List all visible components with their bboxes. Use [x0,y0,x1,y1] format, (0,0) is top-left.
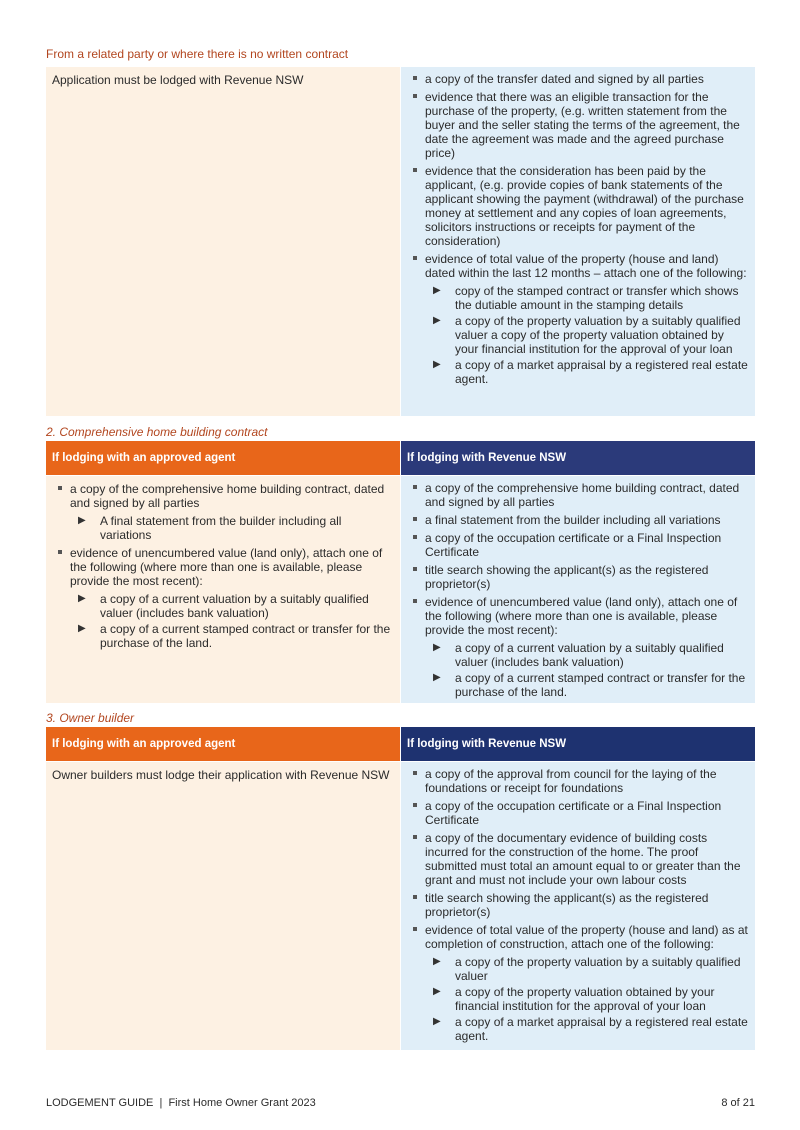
table-cell [401,762,755,1050]
sub-list-item: ▶ a copy of a market appraisal by a registered real estate agent. [433,358,748,386]
triangle-bullet-icon: ▶ [433,986,441,997]
table-row [46,762,755,1050]
column-header-revenue-nsw: If lodging with Revenue NSW [401,441,755,475]
bullet-list [52,482,394,650]
table-row [46,67,755,416]
table-cell [46,476,400,703]
list-item: a copy of the comprehensive home building contract, dated and signed by all parties ▶ A final statement from the builder including all variations [52,482,394,542]
sub-list-item: ▶ a copy of a current stamped contract or transfer for the purchase of the land. [78,622,391,650]
column-header-agent: If lodging with an approved agent [46,727,400,761]
square-bullet-icon [413,771,417,775]
sub-list-item: ▶ a copy of a market appraisal by a registered real estate agent. [433,1015,748,1043]
cell-text: Application must be lodged with Revenue NSW [52,73,304,87]
bullet-list [407,72,749,386]
square-bullet-icon [413,485,417,489]
triangle-bullet-icon: ▶ [433,642,441,653]
sub-list-item: ▶ a copy of the property valuation by a suitably qualified valuer a copy of the property valuation obtained by your financial institution for the approval of your loan [433,314,741,356]
square-bullet-icon [413,927,417,931]
sub-list [70,514,394,542]
section-related-party [46,44,755,416]
sub-list-item: ▶ a copy of a current stamped contract or transfer for the purchase of the land. [433,671,746,699]
table-row [46,476,755,703]
list-item: a copy of the comprehensive home building contract, dated and signed by all parties [407,481,749,509]
footer-title: LODGEMENT GUIDE | First Home Owner Grant 2023 [46,1097,316,1109]
page-footer [46,1097,755,1109]
square-bullet-icon [413,599,417,603]
triangle-bullet-icon: ▶ [433,672,441,683]
list-item: evidence of total value of the property (house and land) dated within the last 12 months – attach one of the following: ▶ copy of the stamped contract or transfer which shows the dutiable amount in the stamping details ▶ a copy of the property valuation by a suitably qualified valuer a copy of the property valuation obtained by your financial institution for the approval of your loan ▶ a copy of a market appraisal by a registered real estate agent. [407,252,749,386]
table-header-row [46,727,755,761]
square-bullet-icon [413,803,417,807]
table-cell [401,67,755,416]
square-bullet-icon [413,94,417,98]
list-item: a copy of the documentary evidence of building costs incurred for the construction of the home. The proof submitted must total an amount equal to or greater than the grant and must not include your own labour costs [407,831,749,887]
bullet-list [407,481,749,699]
table-cell [46,67,400,416]
sub-list [425,955,749,1043]
triangle-bullet-icon: ▶ [433,315,441,326]
square-bullet-icon [58,486,62,490]
list-item: evidence of unencumbered value (land only), attach one of the following (where more than one is available, please provide the most recent): ▶ a copy of a current valuation by a suitably qualified valuer (includes bank valuation) ▶ a copy of a current stamped contract or transfer for the purchase of the land. [407,595,749,699]
list-item: evidence of total value of the property (house and land) as at completion of construction, attach one of the following: ▶ a copy of the property valuation by a suitably qualified valuer ▶ a copy of the property valuation obtained by your financial institution for the approval of your loan ▶ a copy of a market appraisal by a registered real estate agent. [407,923,749,1043]
square-bullet-icon [413,535,417,539]
list-item: a copy of the approval from council for the laying of the foundations or receipt for foundations [407,767,749,795]
section-heading: 2. Comprehensive home building contract [46,425,268,439]
table-header-row [46,441,755,475]
section-building-contract [46,422,755,703]
sub-list [425,284,749,386]
square-bullet-icon [413,256,417,260]
page-number: 8 of 21 [721,1097,755,1109]
triangle-bullet-icon: ▶ [433,956,441,967]
section-heading: From a related party or where there is no written contract [46,47,349,61]
list-item: title search showing the applicant(s) as the registered proprietor(s) [407,891,749,919]
column-header-revenue-nsw: If lodging with Revenue NSW [401,727,755,761]
sub-list-item: ▶ A final statement from the builder including all variations [78,514,342,542]
sub-list-item: ▶ a copy of the property valuation obtained by your financial institution for the approval of your loan [433,985,715,1013]
list-item: a copy of the occupation certificate or a Final Inspection Certificate [407,531,749,559]
list-item: a copy of the occupation certificate or a Final Inspection Certificate [407,799,749,827]
list-item: a copy of the transfer dated and signed by all parties [407,72,749,86]
triangle-bullet-icon: ▶ [78,593,86,604]
square-bullet-icon [413,567,417,571]
triangle-bullet-icon: ▶ [78,515,86,526]
sub-list-item: ▶ a copy of a current valuation by a suitably qualified valuer (includes bank valuation) [78,592,369,620]
sub-list-item: ▶ a copy of a current valuation by a suitably qualified valuer (includes bank valuation) [433,641,724,669]
triangle-bullet-icon: ▶ [433,359,441,370]
section-heading: 3. Owner builder [46,711,135,725]
triangle-bullet-icon: ▶ [433,285,441,296]
sub-list [70,592,394,650]
list-item: evidence of unencumbered value (land only), attach one of the following (where more than one is available, please provide the most recent): ▶ a copy of a current valuation by a suitably qualified valuer (includes bank valuation) ▶ a copy of a current stamped contract or transfer for the purchase of the land. [52,546,394,650]
list-item: title search showing the applicant(s) as the registered proprietor(s) [407,563,749,591]
column-header-agent: If lodging with an approved agent [46,441,400,475]
sub-list-item: ▶ copy of the stamped contract or transfer which shows the dutiable amount in the stamping details [433,284,739,312]
square-bullet-icon [413,835,417,839]
triangle-bullet-icon: ▶ [78,623,86,634]
square-bullet-icon [413,517,417,521]
triangle-bullet-icon: ▶ [433,1016,441,1027]
square-bullet-icon [58,550,62,554]
bullet-list [407,767,749,1043]
square-bullet-icon [413,76,417,80]
section-owner-builder [46,708,755,1050]
list-item: a final statement from the builder including all variations [407,513,749,527]
cell-text: Owner builders must lodge their application with Revenue NSW [52,768,390,782]
list-item: evidence that the consideration has been paid by the applicant, (e.g. provide copies of bank statements of the applicant showing the payment (withdrawal) of the purchase money at settlement and any copies of loan agreements, solicitors instructions or receipts for payment of the consideration) [407,164,749,248]
square-bullet-icon [413,168,417,172]
list-item: evidence that there was an eligible transaction for the purchase of the property, (e.g. written statement from the buyer and the seller stating the terms of the agreement, the date the agreement was made and the agreed purchase price) [407,90,749,160]
square-bullet-icon [413,895,417,899]
sub-list-item: ▶ a copy of the property valuation by a suitably qualified valuer [433,955,741,983]
table-cell [401,476,755,703]
sub-list [425,641,749,699]
table-cell [46,762,400,1050]
